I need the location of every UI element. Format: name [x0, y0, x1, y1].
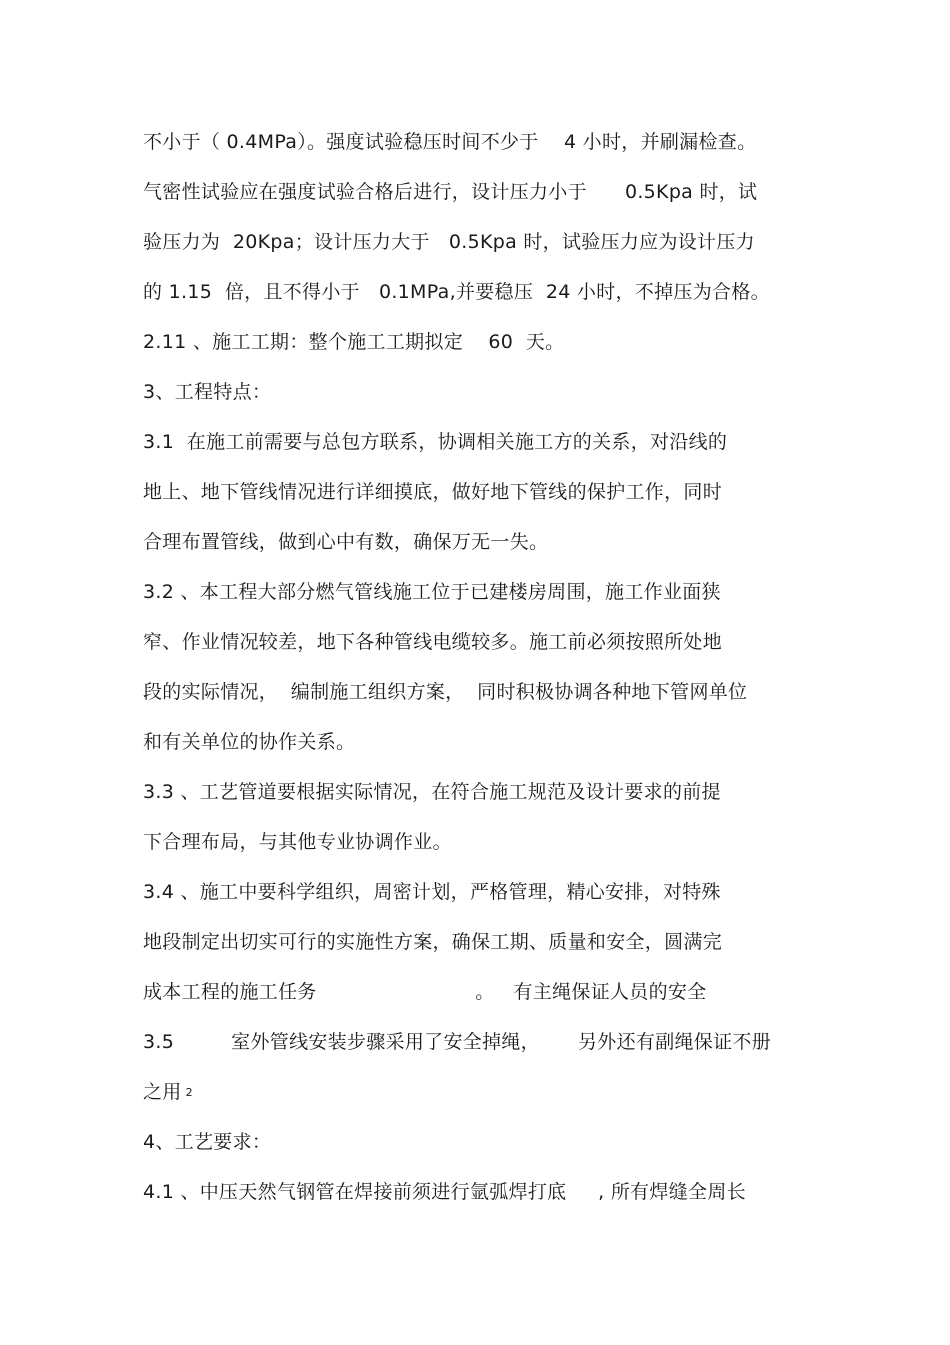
text-line: 的 1.15 倍，且不得小于 0.1MPa,并要稳压 24 小时，不掉压为合格。	[143, 281, 770, 303]
text-line: 不小于（ 0.4MPa）。强度试验稳压时间不少于 4 小时，并刷漏检查。	[143, 131, 757, 153]
text-line: 气密性试验应在强度试验合格后进行，设计压力小于 0.5Kpa 时，试	[143, 181, 758, 203]
section-heading: 3、工程特点：	[143, 381, 272, 403]
text-line: 3.2 、本工程大部分燃气管线施工位于已建楼房周围，施工作业面狭	[143, 581, 721, 603]
text-line: 地段制定出切实可行的实施性方案，确保工期、质量和安全，圆满完	[143, 931, 723, 953]
text-line: 地上、地下管线情况进行详细摸底，做好地下管线的保护工作，同时	[143, 481, 723, 503]
text-line: 4.1 、中压天然气钢管在焊接前须进行氩弧焊打底 , 所有焊缝全周长	[143, 1181, 746, 1203]
page-marker: 2	[185, 1085, 193, 1099]
text-line: 3.5 室外管线安装步骤采用了安全掉绳， 另外还有副绳保证不册	[143, 1031, 772, 1053]
text-line	[143, 1079, 193, 1106]
text-line: 验压力为 20Kpa；设计压力大于 0.5Kpa 时，试验压力应为设计压力	[143, 231, 755, 253]
text-line: 成本工程的施工任务 。 有主绳保证人员的安全	[143, 981, 707, 1003]
text-line: 3.3 、工艺管道要根据实际情况，在符合施工规范及设计要求的前提	[143, 781, 721, 803]
text-line: 下合理布局，与其他专业协调作业。	[143, 831, 452, 853]
text-line-content: 之用	[143, 1081, 182, 1103]
text-line: 窄、作业情况较差，地下各种管线电缆较多。施工前必须按照所处地	[143, 631, 723, 653]
text-line: 3.4 、施工中要科学组织，周密计划，严格管理，精心安排，对特殊	[143, 881, 721, 903]
text-line: 3.1 在施工前需要与总包方联系，协调相关施工方的关系，对沿线的	[143, 431, 728, 453]
text-line: 合理布置管线，做到心中有数，确保万无一失。	[143, 531, 549, 553]
text-line: 和有关单位的协作关系。	[143, 731, 356, 753]
text-line: 2.11 、施工工期：整个施工工期拟定 60 天。	[143, 331, 565, 353]
text-line: 段的实际情况， 编制施工组织方案， 同时积极协调各种地下管网单位	[143, 681, 748, 703]
section-heading: 4、工艺要求：	[143, 1131, 272, 1153]
